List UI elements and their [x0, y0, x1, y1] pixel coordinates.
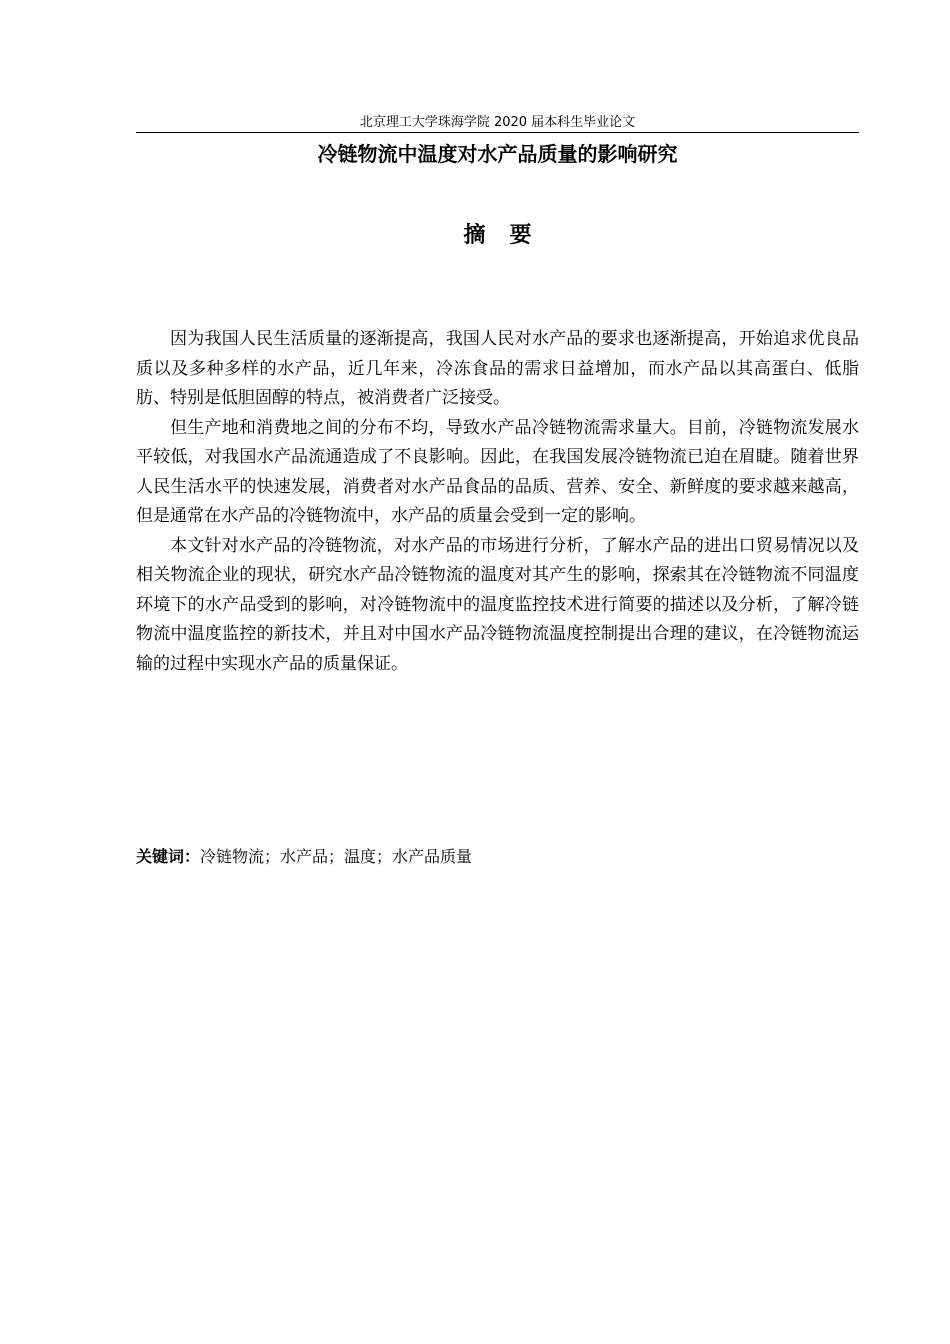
keywords-value: 冷链物流；水产品；温度；水产品质量	[200, 847, 473, 866]
abstract-paragraph-1: 因为我国人民生活质量的逐渐提高，我国人民对水产品的要求也逐渐提高，开始追求优良品质以及多种多样的水产品，近几年来，冷冻食品的需求日益增加，而水产品以其高蛋白、低脂肪、特别是低胆固醇的特点，被消费者广泛接受。	[136, 329, 859, 408]
abstract-paragraph-2: 但生产地和消费地之间的分布不均，导致水产品冷链物流需求量大。目前，冷链物流发展水平较低，对我国水产品流通造成了不良影响。因此，在我国发展冷链物流已迫在眉睫。随着世界人民生活水平的快速发展，消费者对水产品食品的品质、营养、安全、新鲜度的要求越来越高，但是通常在水产品的冷链物流中，水产品的质量会受到一定的影响。	[136, 417, 859, 526]
abstract-paragraph-3: 本文针对水产品的冷链物流，对水产品的市场进行分析，了解水产品的进出口贸易情况以及相关物流企业的现状，研究水产品冷链物流的温度对其产生的影响，探索其在冷链物流不同温度环境下的水产品受到的影响，对冷链物流中的温度监控技术进行简要的描述以及分析，了解冷链物流中温度监控的新技术，并且对中国水产品冷链物流温度控制提出合理的建议，在冷链物流运输的过程中实现水产品的质量保证。	[136, 535, 859, 674]
keywords-label: 关键词：	[136, 847, 201, 866]
abstract-heading: 摘要	[463, 223, 556, 248]
abstract-body	[136, 325, 859, 679]
keywords-line	[136, 845, 859, 869]
header-divider	[136, 132, 859, 133]
thesis-title: 冷链物流中温度对水产品质量的影响研究	[317, 142, 678, 166]
running-header: 北京理工大学珠海学院 2020 届本科生毕业论文	[359, 115, 636, 130]
